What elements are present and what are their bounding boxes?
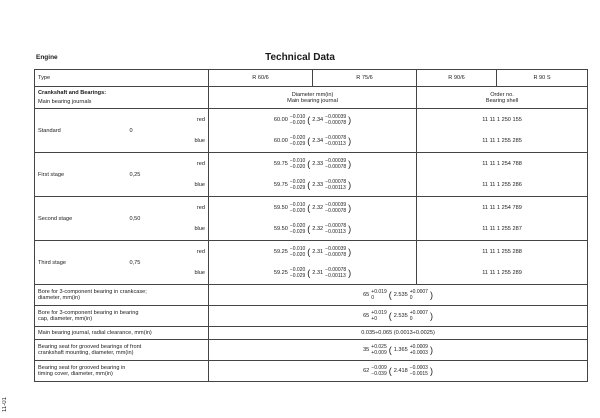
tol-lower: 0 <box>371 295 375 301</box>
bearing-color: red <box>169 153 209 175</box>
spec-label-2: timing cover, diameter, mm(in) <box>38 371 113 377</box>
journal-value <box>212 246 413 258</box>
order-number: 11 11 1 255 288 <box>417 241 588 263</box>
order-heading <box>417 87 588 109</box>
journal-tolerance <box>290 158 305 170</box>
spec-base: 65 <box>363 292 370 298</box>
itol-upper: +0.0007 <box>409 310 428 316</box>
journal-inch-tolerance <box>325 223 346 235</box>
paren-open: ( <box>388 290 392 300</box>
stage-name: First stage <box>35 153 127 197</box>
order-number: 11 11 1 255 287 <box>417 219 588 241</box>
itol-lower: −0.00113 <box>325 273 346 280</box>
itol-lower: +0.0003 <box>409 350 428 356</box>
stage-row <box>35 153 588 175</box>
type-header-row <box>35 70 588 87</box>
col-r906: R 90/6 <box>417 70 497 87</box>
spec-label <box>35 340 209 361</box>
spec-inch-tolerance <box>410 344 428 356</box>
stage-size: 0,50 <box>127 197 169 241</box>
spec-value <box>209 361 588 382</box>
journal-diameter <box>209 241 417 263</box>
tol-lower: +0.009 <box>371 350 387 356</box>
itol-upper: +0.0007 <box>409 289 428 295</box>
tol-lower: −0.029 <box>289 141 306 148</box>
bearing-color: blue <box>169 219 209 241</box>
paren-close: ) <box>348 136 352 147</box>
journal-inch: 2.33 <box>312 160 324 167</box>
itol-upper: −0.00078 <box>325 267 347 274</box>
page-title: Technical Data <box>265 52 335 63</box>
spec-tolerance <box>371 289 386 301</box>
journal-base: 60.00 <box>273 116 288 123</box>
stage-size: 0,75 <box>127 241 169 285</box>
tol-lower: −0.020 <box>289 163 306 170</box>
itol-lower: −0.00078 <box>325 251 347 258</box>
itol-lower: −0.00078 <box>325 119 347 126</box>
journal-tolerance <box>290 114 305 126</box>
paren-open: ( <box>307 202 311 213</box>
journal-diameter <box>209 175 417 197</box>
bearing-color: blue <box>169 175 209 197</box>
tol-lower: −0.020 <box>289 119 306 126</box>
journal-inch: 2.32 <box>312 204 324 211</box>
journal-value <box>212 179 413 191</box>
stage-row <box>35 197 588 219</box>
itol-upper: −0.00039 <box>325 201 347 208</box>
itol-upper: −0.0003 <box>409 365 428 371</box>
journal-inch: 2.31 <box>312 248 324 255</box>
tol-lower: −0.029 <box>289 185 306 192</box>
journal-value <box>212 267 413 279</box>
journal-diameter <box>209 109 417 131</box>
journal-base: 59.50 <box>273 204 288 211</box>
journal-base: 59.75 <box>273 182 288 189</box>
paren-close: ) <box>348 180 352 191</box>
spec-value <box>209 285 588 306</box>
tol-upper: −0.010 <box>289 157 306 164</box>
journal-inch: 2.34 <box>312 116 324 123</box>
diameter-head-2: Main bearing journal <box>287 97 338 104</box>
journal-base: 59.75 <box>273 160 288 167</box>
journal-inch-tolerance <box>325 267 346 279</box>
diameter-heading <box>209 87 417 109</box>
section-label: Engine <box>36 54 58 61</box>
tol-lower: −0.020 <box>289 251 306 258</box>
order-head-2: Bearing shell <box>485 97 519 104</box>
crank-heading <box>35 87 209 109</box>
spec-value: 0.035÷0.065 (0.0013÷0.0025) <box>209 327 588 340</box>
stage-name: Standard <box>35 109 127 153</box>
spec-base: 65 <box>363 313 370 319</box>
stage-size: 0,25 <box>127 153 169 197</box>
spec-inch-tolerance <box>410 310 428 322</box>
spec-value <box>209 306 588 327</box>
itol-lower: −0.00078 <box>325 163 347 170</box>
spec-value <box>212 310 584 322</box>
tol-upper: −0.020 <box>289 179 306 186</box>
journal-value <box>212 114 413 126</box>
spec-inch-tolerance <box>410 289 428 301</box>
journal-tolerance <box>290 223 305 235</box>
bearing-color: blue <box>169 263 209 285</box>
tol-upper: −0.010 <box>289 113 306 120</box>
spec-value <box>209 340 588 361</box>
journal-inch-tolerance <box>325 246 346 258</box>
itol-lower: −0.00113 <box>325 229 346 236</box>
paren-close: ) <box>348 202 352 213</box>
journal-base: 59.50 <box>273 226 288 233</box>
paren-open: ( <box>388 311 392 321</box>
crank-subtitle: Main bearing journals <box>38 99 92 105</box>
tol-upper: −0.009 <box>371 365 387 371</box>
paren-open: ( <box>307 268 311 279</box>
spec-row <box>35 361 588 382</box>
paren-open: ( <box>388 366 392 376</box>
bearing-color: red <box>169 109 209 131</box>
paren-close: ) <box>348 224 352 235</box>
stage-row <box>35 241 588 263</box>
itol-upper: −0.00078 <box>325 223 347 230</box>
spec-label-2: cap, diameter, mm(in) <box>38 316 93 322</box>
bearing-color: red <box>169 197 209 219</box>
itol-lower: 0 <box>409 316 413 322</box>
spec-label <box>35 306 209 327</box>
order-number: 11 11 1 255 289 <box>417 263 588 285</box>
spec-label-1: Bearing seat for grooved bearings of front <box>38 344 142 350</box>
journal-inch: 2.31 <box>312 270 324 277</box>
paren-close: ) <box>429 345 433 355</box>
diameter-head-1: Diameter mm(in) <box>291 91 334 98</box>
paren-close: ) <box>348 246 352 257</box>
tol-lower: −0.029 <box>289 229 306 236</box>
tol-upper: −0.020 <box>289 223 306 230</box>
spec-row <box>35 340 588 361</box>
paren-close: ) <box>429 366 433 376</box>
col-r606: R 60/6 <box>209 70 313 87</box>
itol-upper: −0.00039 <box>325 113 347 120</box>
spec-value <box>212 289 584 301</box>
stage-name: Third stage <box>35 241 127 285</box>
tol-upper: +0.025 <box>371 344 387 350</box>
itol-upper: −0.00039 <box>325 245 347 252</box>
journal-value <box>212 158 413 170</box>
journal-tolerance <box>290 135 305 147</box>
journal-inch: 2.34 <box>312 138 324 145</box>
tol-upper: −0.020 <box>289 267 306 274</box>
journal-inch-tolerance <box>325 135 346 147</box>
order-number: 11 11 1 254 789 <box>417 197 588 219</box>
spec-inch: 1.365 <box>393 347 408 353</box>
bearing-color: blue <box>169 131 209 153</box>
itol-upper: −0.00039 <box>325 157 347 164</box>
order-number: 11 11 1 255 285 <box>417 131 588 153</box>
page-number: 11-01 <box>2 397 8 412</box>
order-number: 11 11 1 250 155 <box>417 109 588 131</box>
spec-label <box>35 285 209 306</box>
tol-upper: −0.010 <box>289 245 306 252</box>
itol-upper: −0.00078 <box>325 135 347 142</box>
paren-open: ( <box>307 158 311 169</box>
paren-close: ) <box>348 268 352 279</box>
tol-upper: −0.010 <box>289 201 306 208</box>
journal-base: 59.25 <box>273 248 288 255</box>
tol-lower: −0.039 <box>371 371 387 377</box>
tol-upper: +0.019 <box>371 310 387 316</box>
journal-diameter <box>209 219 417 241</box>
itol-upper: +0.0009 <box>409 344 428 350</box>
technical-data-table <box>34 69 588 382</box>
order-head-1: Order no. <box>490 91 514 98</box>
journal-value <box>212 135 413 147</box>
spec-label-1: Bore for 3-component bearing in crankcase; <box>38 289 147 295</box>
journal-tolerance <box>290 246 305 258</box>
spec-value <box>212 365 584 377</box>
itol-lower: −0.0015 <box>409 371 428 377</box>
journal-diameter <box>209 197 417 219</box>
paren-close: ) <box>429 311 433 321</box>
journal-diameter <box>209 153 417 175</box>
itol-lower: −0.00113 <box>325 141 346 148</box>
spec-base: 62 <box>363 368 370 374</box>
spec-label-1: Bearing seat for grooved bearing in <box>38 365 126 371</box>
journal-base: 59.25 <box>273 270 288 277</box>
spec-inch: 2.535 <box>393 313 408 319</box>
itol-lower: 0 <box>409 295 413 301</box>
journal-inch-tolerance <box>325 158 346 170</box>
tol-lower: −0.020 <box>289 207 306 214</box>
col-r756: R 75/6 <box>313 70 417 87</box>
journal-inch: 2.32 <box>312 226 324 233</box>
spec-tolerance <box>371 310 386 322</box>
journal-tolerance <box>290 267 305 279</box>
tol-lower: +0 <box>371 316 377 322</box>
paren-open: ( <box>307 180 311 191</box>
spec-base: 35 <box>363 347 370 353</box>
stage-size: 0 <box>127 109 169 153</box>
journal-diameter <box>209 263 417 285</box>
journal-value <box>212 202 413 214</box>
paren-open: ( <box>307 246 311 257</box>
tol-lower: −0.029 <box>289 273 306 280</box>
journal-tolerance <box>290 179 305 191</box>
journal-inch: 2.33 <box>312 182 324 189</box>
spec-tolerance <box>371 344 386 356</box>
spec-label <box>35 361 209 382</box>
tol-upper: −0.020 <box>289 135 306 142</box>
spec-inch-tolerance <box>410 365 428 377</box>
spec-label-2: diameter, mm(in) <box>38 295 80 301</box>
paren-open: ( <box>307 224 311 235</box>
journal-value <box>212 223 413 235</box>
journal-diameter <box>209 131 417 153</box>
itol-lower: −0.00078 <box>325 207 347 214</box>
itol-lower: −0.00113 <box>325 185 346 192</box>
spec-label-1: Main bearing journal, radial clearance, mm(in) <box>38 330 152 336</box>
spec-row <box>35 285 588 306</box>
paren-close: ) <box>429 290 433 300</box>
spec-inch: 2.418 <box>393 368 408 374</box>
spec-row <box>35 327 588 340</box>
spec-tolerance <box>371 365 386 377</box>
col-r90s: R 90 S <box>497 70 588 87</box>
order-number: 11 11 1 254 788 <box>417 153 588 175</box>
stage-row <box>35 109 588 131</box>
type-label: Type <box>35 70 209 87</box>
paren-open: ( <box>388 345 392 355</box>
journal-inch-tolerance <box>325 179 346 191</box>
spec-value <box>212 344 584 356</box>
tol-upper: +0.019 <box>371 289 387 295</box>
journal-tolerance <box>290 202 305 214</box>
itol-upper: −0.00078 <box>325 179 347 186</box>
spec-inch: 2.535 <box>393 292 408 298</box>
journal-inch-tolerance <box>325 114 346 126</box>
spec-label-2: crankshaft mounting, diameter, mm(in) <box>38 350 134 356</box>
spec-label-1: Bore for 3-component bearing in bearing <box>38 310 139 316</box>
spec-row <box>35 306 588 327</box>
stage-name: Second stage <box>35 197 127 241</box>
crank-header-row <box>35 87 588 109</box>
bearing-color: red <box>169 241 209 263</box>
crank-title: Crankshaft and Bearings: <box>38 90 107 96</box>
paren-open: ( <box>307 136 311 147</box>
journal-inch-tolerance <box>325 202 346 214</box>
order-number: 11 11 1 255 286 <box>417 175 588 197</box>
paren-open: ( <box>307 114 311 125</box>
journal-base: 60.00 <box>273 138 288 145</box>
spec-label <box>35 327 209 340</box>
paren-close: ) <box>348 114 352 125</box>
paren-close: ) <box>348 158 352 169</box>
